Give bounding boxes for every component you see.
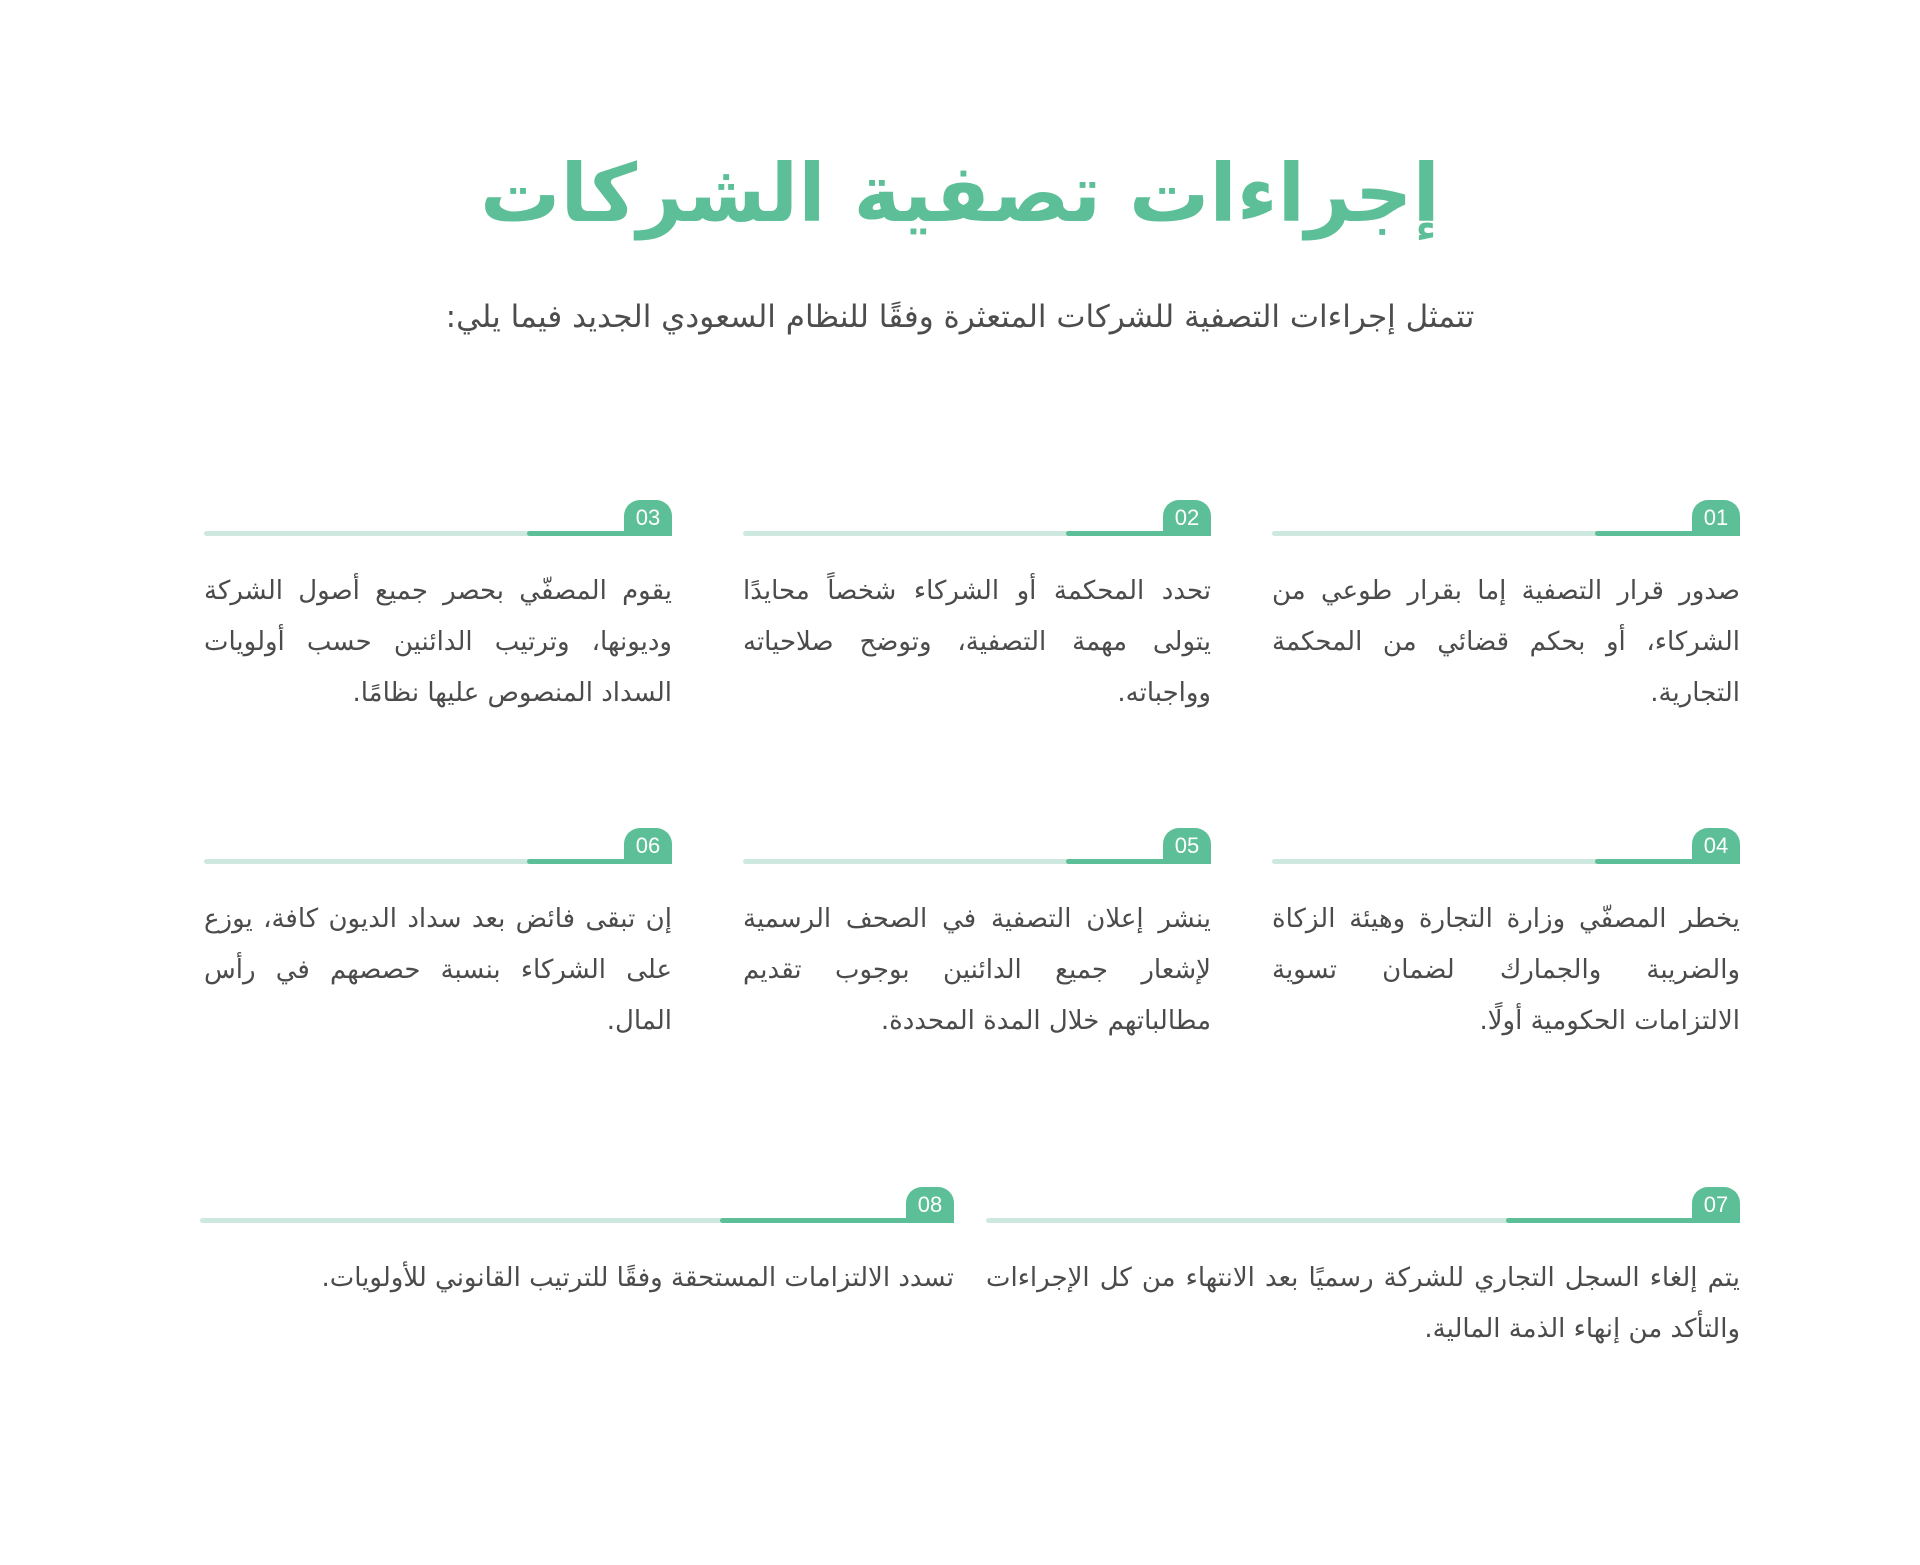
step-divider [743, 531, 1211, 536]
step-number-badge: 08 [906, 1187, 954, 1223]
step-08 [200, 1187, 954, 1304]
page-title: إجراءات تصفية الشركات [480, 147, 1440, 240]
step-header [200, 1187, 954, 1223]
step-divider [1272, 859, 1740, 864]
step-header [743, 828, 1211, 864]
step-divider [204, 531, 672, 536]
page-subtitle: تتمثل إجراءات التصفية للشركات المتعثرة وفقًا للنظام السعودي الجديد فيما يلي: [445, 299, 1475, 335]
step-header [1272, 500, 1740, 536]
step-number-badge: 06 [624, 828, 672, 864]
step-04 [1272, 828, 1740, 1047]
step-header [204, 500, 672, 536]
step-number-badge: 07 [1692, 1187, 1740, 1223]
step-text: تحدد المحكمة أو الشركاء شخصاً محايدًا يتولى مهمة التصفية، وتوضح صلاحياته وواجباته. [743, 576, 1211, 708]
step-02 [743, 500, 1211, 719]
step-header [1272, 828, 1740, 864]
step-number-badge: 01 [1692, 500, 1740, 536]
step-text: يتم إلغاء السجل التجاري للشركة رسميًا بعد الانتهاء من كل الإجراءات والتأكد من إنهاء الذمة المالية. [986, 1263, 1740, 1344]
step-03 [204, 500, 672, 719]
step-05 [743, 828, 1211, 1047]
step-text: يخطر المصفّي وزارة التجارة وهيئة الزكاة والضريبة والجمارك لضمان تسوية الالتزامات الحكومية أولًا. [1272, 904, 1740, 1036]
step-number-badge: 02 [1163, 500, 1211, 536]
step-divider [743, 859, 1211, 864]
step-number-badge: 05 [1163, 828, 1211, 864]
step-text: ينشر إعلان التصفية في الصحف الرسمية لإشعار جميع الدائنين بوجوب تقديم مطالباتهم خلال المدة المحددة. [743, 904, 1211, 1036]
step-number-badge: 04 [1692, 828, 1740, 864]
step-divider [986, 1218, 1740, 1223]
step-01 [1272, 500, 1740, 719]
step-divider [1272, 531, 1740, 536]
step-number-badge: 03 [624, 500, 672, 536]
step-text: يقوم المصفّي بحصر جميع أصول الشركة وديونها، وترتيب الدائنين حسب أولويات السداد المنصوص عليها نظامًا. [204, 576, 672, 708]
step-text: صدور قرار التصفية إما بقرار طوعي من الشركاء، أو بحكم قضائي من المحكمة التجارية. [1272, 576, 1740, 708]
step-07 [986, 1187, 1740, 1355]
step-text: تسدد الالتزامات المستحقة وفقًا للترتيب القانوني للأولويات. [321, 1263, 954, 1293]
step-06 [204, 828, 672, 1047]
step-divider [200, 1218, 954, 1223]
step-header [986, 1187, 1740, 1223]
step-divider [204, 859, 672, 864]
step-text: إن تبقى فائض بعد سداد الديون كافة، يوزع على الشركاء بنسبة حصصهم في رأس المال. [204, 904, 672, 1036]
step-header [204, 828, 672, 864]
step-header [743, 500, 1211, 536]
